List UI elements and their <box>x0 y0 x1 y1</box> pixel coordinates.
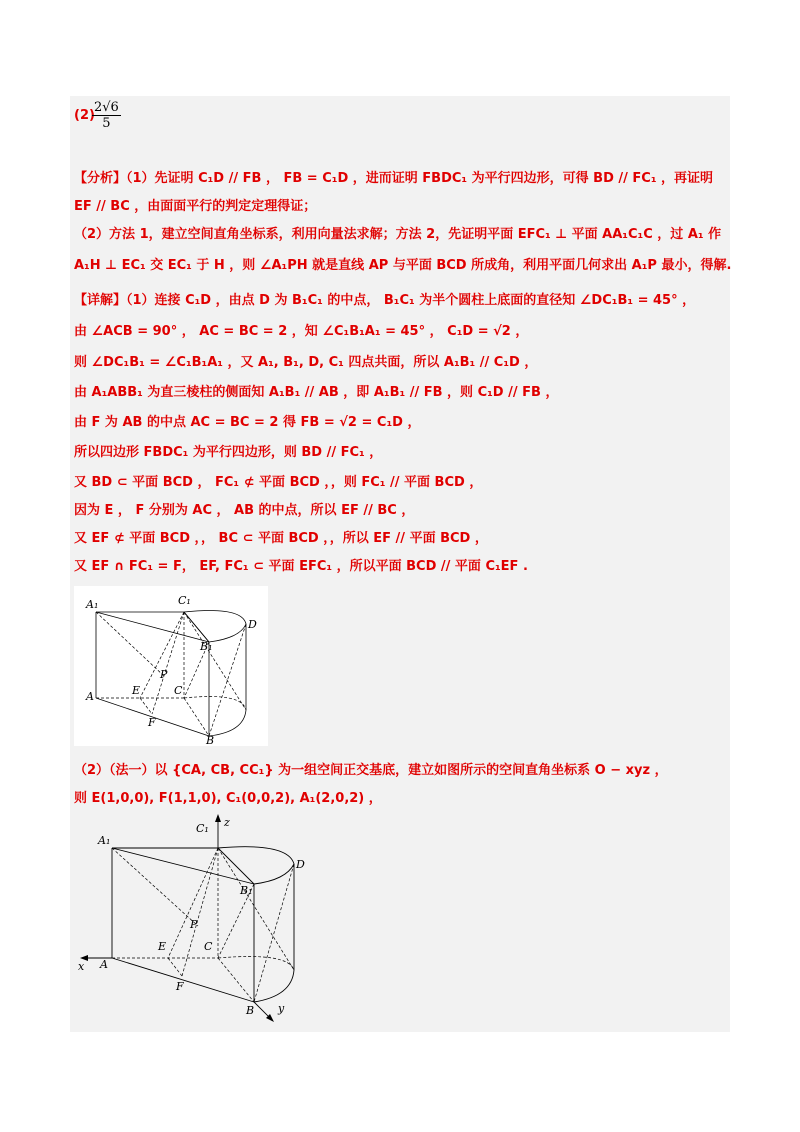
label2-B: B <box>246 1004 255 1017</box>
label2-B1: B₁ <box>240 884 253 897</box>
text-line: 【分析】（1）先证明 C₁D // FB ， FB = C₁D ，进而证明 FBDC₁ 为平行四边形，可得 BD // FC₁ ，再证明 <box>74 171 714 186</box>
text-line: 由 F 为 AB 的中点 AC = BC = 2 得 FB = √2 = C₁D ， <box>74 415 421 430</box>
label2-P: P <box>190 918 198 931</box>
label-C1: C₁ <box>178 594 191 607</box>
text-line: 又 EF ∩ FC₁ = F， EF, FC₁ ⊂ 平面 EFC₁ ，所以平面 BCD // 平面 C₁EF . <box>74 559 528 574</box>
geometry-figure-2 <box>74 812 334 1024</box>
text-line: 所以四边形 FBDC₁ 为平行四边形，则 BD // FC₁ ， <box>74 445 383 460</box>
label2-z: z <box>224 816 230 829</box>
fraction-denominator: 5 <box>102 116 111 131</box>
label-C: C <box>174 684 183 697</box>
label2-F: F <box>176 980 184 993</box>
text-line: 由 ∠ACB = 90° ， AC = BC = 2 ，知 ∠C₁B₁A₁ = 45° ， C₁D = √2 ， <box>74 324 529 339</box>
answer-label: (2) <box>74 108 95 123</box>
label-P: P <box>160 668 168 681</box>
figure2-solid-lines <box>82 816 294 1020</box>
text-line: （2）方法 1，建立空间直角坐标系，利用向量法求解；方法 2，先证明平面 EFC₁ ⊥ 平面 AA₁C₁C ，过 A₁ 作 <box>74 227 722 242</box>
label2-C1: C₁ <box>196 822 209 835</box>
label-F: F <box>148 716 156 729</box>
fraction-numerator: 2√6 <box>94 100 119 115</box>
label-D: D <box>248 618 257 631</box>
z-axis-arrow <box>215 814 221 822</box>
text-line-coords: 则 E(1,0,0), F(1,1,0), C₁(0,0,2), A₁(2,0,2) ， <box>74 791 382 806</box>
text-line: A₁H ⊥ EC₁ 交 EC₁ 于 H ，则 ∠A₁PH 就是直线 AP 与平面 BCD 所成角，利用平面几何求出 A₁P 最小，得解. <box>74 258 732 273</box>
text-line: 【详解】（1）连接 C₁D ，由点 D 为 B₁C₁ 的中点， B₁C₁ 为半个圆柱上底面的直径知 ∠DC₁B₁ = 45° ， <box>74 293 696 308</box>
text-line: 由 A₁ABB₁ 为直三棱柱的侧面知 A₁B₁ // AB ，即 A₁B₁ // FB ，则 C₁D // FB ， <box>74 385 559 400</box>
figure-background <box>74 586 268 746</box>
label-B1: B₁ <box>200 640 213 653</box>
label2-A: A <box>100 958 108 971</box>
text-line: 又 BD ⊂ 平面 BCD ， FC₁ ⊄ 平面 BCD ，，则 FC₁ // 平面 BCD ， <box>74 475 483 490</box>
label2-C: C <box>204 940 213 953</box>
label-E: E <box>132 684 141 697</box>
label2-E: E <box>158 940 167 953</box>
label-A: A <box>86 690 94 703</box>
text-line-method1: （2）（法一）以 {CA, CB, CC₁} 为一组空间正交基底，建立如图所示的空间直角坐标系 O − xyz ， <box>74 763 668 778</box>
text-line: 则 ∠DC₁B₁ = ∠C₁B₁A₁ ，又 A₁, B₁, D, C₁ 四点共面，所以 A₁B₁ // C₁D ， <box>74 355 538 370</box>
answer-fraction <box>92 100 121 131</box>
text-line: EF // BC ，由面面平行的判定定理得证； <box>74 199 317 214</box>
label2-y: y <box>278 1002 285 1015</box>
label2-x: x <box>78 960 85 973</box>
label-B: B <box>206 734 215 746</box>
label2-A1: A₁ <box>98 834 111 847</box>
label2-D: D <box>296 858 305 871</box>
text-line: 又 EF ⊄ 平面 BCD ，， BC ⊂ 平面 BCD ，，所以 EF // 平面 BCD ， <box>74 531 488 546</box>
geometry-figure-1 <box>74 586 268 746</box>
label-A1: A₁ <box>86 598 99 611</box>
text-line: 因为 E ， F 分别为 AC ， AB 的中点，所以 EF // BC ， <box>74 503 415 518</box>
